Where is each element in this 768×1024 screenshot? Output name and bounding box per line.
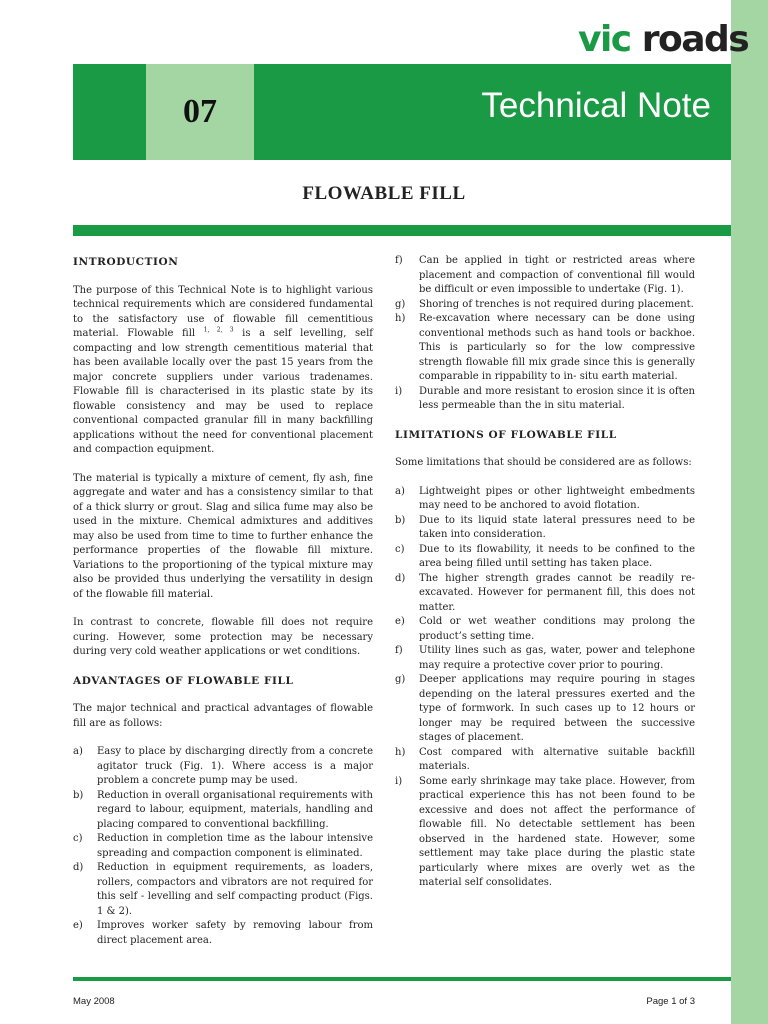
item-label: b) <box>73 789 84 801</box>
item-label: e) <box>73 920 83 931</box>
intro-heading: INTRODUCTION <box>73 256 179 268</box>
banner-title: Technical Note <box>481 86 711 125</box>
side-strip <box>731 0 768 1024</box>
intro-p1b: is a self levelling, self compacting and low strength cementitious material that has been available locally over the past 15 years from the major concrete suppliers under various tradenames. Flowable fill is characterised in its plastic state by its flowable consistency and may be used to replace conventional compacted granular fill in many backfilling applications without the need for conventional placement and compaction equipment. <box>73 328 373 455</box>
item-label: d) <box>395 572 406 584</box>
list-item <box>395 312 695 385</box>
list-item <box>395 775 695 891</box>
list-item <box>395 673 695 746</box>
footer-date: May 2008 <box>73 996 115 1007</box>
list-item <box>395 615 695 644</box>
document-title: FLOWABLE FILL <box>302 183 466 204</box>
item-text: The higher strength grades cannot be readily re-excavated. However for permanent fill, this does not matter. <box>419 572 695 613</box>
list-item <box>395 485 695 514</box>
item-label: a) <box>395 485 405 497</box>
item-text: Due to its flowability, it needs to be confined to the area being filled until setting has taken place. <box>419 543 695 569</box>
item-text: Due to its liquid state lateral pressures need to be taken into consideration. <box>419 514 695 540</box>
item-text: Lightweight pipes or other lightweight embedments may need to be anchored to avoid flotation. <box>419 485 695 511</box>
technical-note-banner <box>73 64 731 160</box>
advantages-intro: The major technical and practical advantages of flowable fill are as follows: <box>73 703 373 729</box>
list-item <box>395 746 695 775</box>
advantages-list-right <box>395 254 695 414</box>
item-label: a) <box>73 746 83 757</box>
item-text: Easy to place by discharging directly from a concrete agitator truck (Fig. 1). Where access is a major problem a concrete pump may be used. <box>97 746 373 786</box>
intro-refs: 1, 2, 3 <box>203 326 234 334</box>
note-number: 07 <box>146 64 254 160</box>
item-label: i) <box>395 385 403 397</box>
list-item <box>395 298 695 313</box>
item-text: Re-excavation where necessary can be done using conventional methods such as hand tools or backhoe. This is particularly so for the low compressive strength flowable fill mix grade since this is generally comparable in rippability to in- situ earth material. <box>419 313 695 382</box>
item-label: f) <box>395 645 403 656</box>
vicroads-logo <box>578 19 749 60</box>
item-text: Utility lines such as gas, water, power and telephone may require a protective cover prior to pouring. <box>419 645 695 671</box>
item-text: Durable and more resistant to erosion since it is often less permeable than the in situ material. <box>419 385 695 411</box>
list-item <box>395 543 695 572</box>
item-label: d) <box>73 862 84 873</box>
item-label: e) <box>395 616 405 627</box>
list-item <box>73 745 373 789</box>
list-item <box>73 919 373 948</box>
item-text: Reduction in completion time as the labour intensive spreading and compaction component is eliminated. <box>97 833 373 859</box>
item-text: Shoring of trenches is not required during placement. <box>419 298 694 310</box>
item-label: b) <box>395 514 406 526</box>
list-item <box>395 514 695 543</box>
intro-paragraph-2: The material is typically a mixture of cement, fly ash, fine aggregate and water and has a consistency similar to that of a thick slurry or grout. Slag and silica fume may also be used in the mixture. Chemical admixtures and additives may also be used from time to time to further enhance the performance properties of the flowable fill mixture. Variations to the proportioning of the typical mixture may also be provided thus underlying the versatility in design of the flowable fill material. <box>73 472 373 600</box>
footer-page-number: Page 1 of 3 <box>646 996 695 1007</box>
item-text: Cold or wet weather conditions may prolong the product’s setting time. <box>419 616 695 642</box>
list-item <box>73 861 373 919</box>
advantages-list-left <box>73 745 373 948</box>
list-item <box>395 385 695 414</box>
list-item <box>73 789 373 833</box>
intro-paragraph-3: In contrast to concrete, flowable fill does not require curing. However, some protection may be necessary during very cold weather applications or wet conditions. <box>73 617 373 657</box>
intro-paragraph-1 <box>73 284 373 458</box>
list-item <box>395 644 695 673</box>
item-text: Some early shrinkage may take place. However, from practical experience this has not been found to be excessive and does not affect the performance of flowable fill. No detectable settlement has been observed in the hardened state. However, some settlement may take place during the plastic state particularly where mixes are overly wet as the material self consolidates. <box>419 775 695 888</box>
logo-vic: vic <box>578 19 631 60</box>
item-label: h) <box>395 746 406 758</box>
item-label: f) <box>395 255 403 266</box>
footer-divider <box>73 977 731 981</box>
limitations-intro: Some limitations that should be considered are as follows: <box>395 457 692 468</box>
item-label: g) <box>395 298 406 310</box>
limitations-heading: LIMITATIONS OF FLOWABLE FILL <box>395 428 617 441</box>
item-label: i) <box>395 775 403 787</box>
list-item <box>395 572 695 616</box>
item-text: Can be applied in tight or restricted areas where placement and compaction of conventional fill would be difficult or even impossible to undertake (Fig. 1). <box>419 255 695 295</box>
intro-p1a: The purpose of this Technical Note is to highlight various technical requirements which are considered fundamental to the satisfactory use of flowable fill cementitious material. Flowable fill <box>73 284 373 339</box>
right-column <box>395 254 695 905</box>
list-item <box>73 832 373 861</box>
advantages-heading: ADVANTAGES OF FLOWABLE FILL <box>73 674 294 687</box>
item-label: c) <box>73 833 83 844</box>
limitations-list <box>395 485 695 891</box>
list-item <box>395 254 695 298</box>
left-column <box>73 255 373 962</box>
item-label: c) <box>395 543 405 555</box>
item-label: h) <box>395 313 406 324</box>
title-divider <box>73 225 731 236</box>
item-text: Cost compared with alternative suitable backfill materials. <box>419 746 695 772</box>
item-text: Reduction in overall organisational requirements with regard to labour, equipment, materials, handling and placing compared to conventional backfilling. <box>97 789 373 830</box>
item-label: g) <box>395 674 406 685</box>
item-text: Improves worker safety by removing labour from direct placement area. <box>97 920 373 946</box>
item-text: Reduction in equipment requirements, as loaders, rollers, compactors and vibrators are not required for this self - levelling and self compacting product (Figs. 1 & 2). <box>97 862 373 917</box>
logo-roads: roads <box>641 19 749 60</box>
item-text: Deeper applications may require pouring in stages depending on the lateral pressures exerted and the type of formwork. In such cases up to 12 hours or longer may be required between the successive stages of placement. <box>419 674 695 743</box>
